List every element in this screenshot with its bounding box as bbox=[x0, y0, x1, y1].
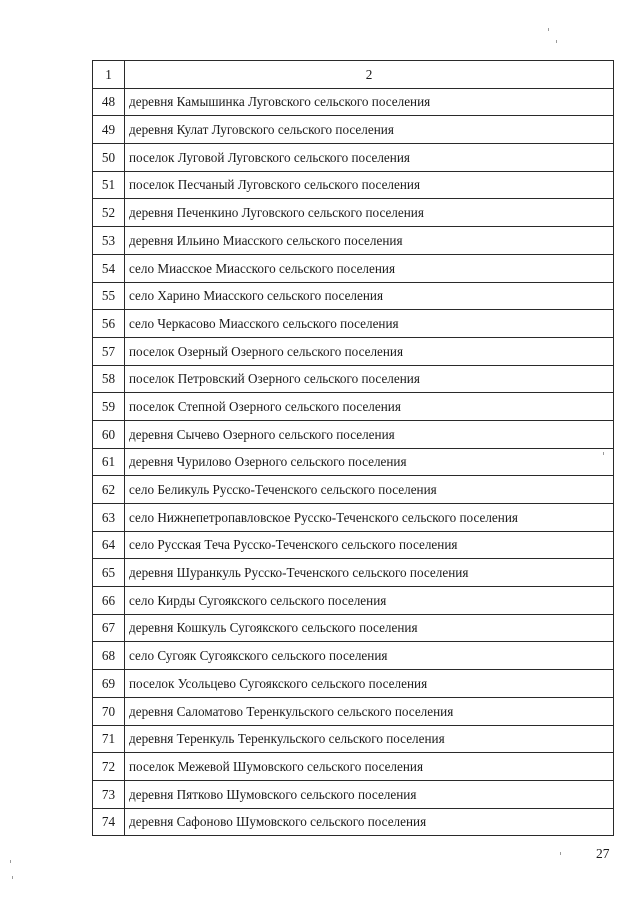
scan-speck bbox=[560, 852, 561, 855]
row-number-cell: 68 bbox=[93, 642, 125, 670]
row-number-cell: 74 bbox=[93, 808, 125, 836]
table-row bbox=[93, 254, 614, 282]
row-number-cell: 53 bbox=[93, 227, 125, 255]
header-number-cell: 1 bbox=[93, 61, 125, 89]
scan-speck bbox=[10, 860, 11, 863]
settlements-table-body bbox=[93, 61, 614, 836]
settlement-name-cell: село Русская Теча Русско-Теченского сельского поселения bbox=[125, 531, 614, 559]
settlement-name-cell: деревня Шуранкуль Русско-Теченского сельского поселения bbox=[125, 559, 614, 587]
page-number: 27 bbox=[596, 846, 610, 861]
table-row bbox=[93, 504, 614, 532]
row-number-cell: 49 bbox=[93, 116, 125, 144]
settlement-name-cell: село Харино Миасского сельского поселения bbox=[125, 282, 614, 310]
row-number-cell: 64 bbox=[93, 531, 125, 559]
table-row bbox=[93, 420, 614, 448]
table-row bbox=[93, 476, 614, 504]
table-row bbox=[93, 780, 614, 808]
row-number-cell: 48 bbox=[93, 88, 125, 116]
table-row bbox=[93, 282, 614, 310]
row-number-cell: 70 bbox=[93, 697, 125, 725]
settlement-name-cell: поселок Озерный Озерного сельского поселения bbox=[125, 337, 614, 365]
row-number-cell: 71 bbox=[93, 725, 125, 753]
table-row bbox=[93, 393, 614, 421]
row-number-cell: 54 bbox=[93, 254, 125, 282]
settlement-name-cell: поселок Луговой Луговского сельского поселения bbox=[125, 144, 614, 172]
table-row bbox=[93, 227, 614, 255]
settlement-name-cell: село Миасское Миасского сельского поселения bbox=[125, 254, 614, 282]
table-row bbox=[93, 171, 614, 199]
row-number-cell: 62 bbox=[93, 476, 125, 504]
row-number-cell: 57 bbox=[93, 337, 125, 365]
table-row bbox=[93, 670, 614, 698]
table-row bbox=[93, 199, 614, 227]
table-row bbox=[93, 725, 614, 753]
table-row bbox=[93, 642, 614, 670]
row-number-cell: 50 bbox=[93, 144, 125, 172]
settlement-name-cell: село Нижнепетропавловское Русско-Теченского сельского поселения bbox=[125, 504, 614, 532]
settlement-name-cell: поселок Степной Озерного сельского поселения bbox=[125, 393, 614, 421]
settlement-name-cell: поселок Песчаный Луговского сельского поселения bbox=[125, 171, 614, 199]
settlement-name-cell: село Черкасово Миасского сельского поселения bbox=[125, 310, 614, 338]
table-row bbox=[93, 697, 614, 725]
table-row bbox=[93, 614, 614, 642]
scan-speck bbox=[556, 40, 557, 43]
table-row bbox=[93, 808, 614, 836]
table-row bbox=[93, 310, 614, 338]
settlement-name-cell: деревня Саломатово Теренкульского сельского поселения bbox=[125, 697, 614, 725]
row-number-cell: 60 bbox=[93, 420, 125, 448]
row-number-cell: 66 bbox=[93, 587, 125, 615]
settlement-name-cell: село Кирды Сугоякского сельского поселения bbox=[125, 587, 614, 615]
table-row bbox=[93, 365, 614, 393]
settlement-name-cell: деревня Ильино Миасского сельского поселения bbox=[125, 227, 614, 255]
header-name-cell: 2 bbox=[125, 61, 614, 89]
table-header-row bbox=[93, 61, 614, 89]
table-row bbox=[93, 559, 614, 587]
row-number-cell: 58 bbox=[93, 365, 125, 393]
settlement-name-cell: деревня Пятково Шумовского сельского поселения bbox=[125, 780, 614, 808]
table-row bbox=[93, 88, 614, 116]
settlements-table bbox=[92, 60, 614, 836]
settlement-name-cell: деревня Сычево Озерного сельского поселения bbox=[125, 420, 614, 448]
table-row bbox=[93, 448, 614, 476]
row-number-cell: 52 bbox=[93, 199, 125, 227]
row-number-cell: 69 bbox=[93, 670, 125, 698]
table-row bbox=[93, 531, 614, 559]
table-row bbox=[93, 144, 614, 172]
settlement-name-cell: село Сугояк Сугоякского сельского поселения bbox=[125, 642, 614, 670]
settlement-name-cell: деревня Сафоново Шумовского сельского поселения bbox=[125, 808, 614, 836]
row-number-cell: 61 bbox=[93, 448, 125, 476]
row-number-cell: 56 bbox=[93, 310, 125, 338]
settlement-name-cell: деревня Кошкуль Сугоякского сельского поселения bbox=[125, 614, 614, 642]
table-row bbox=[93, 753, 614, 781]
settlement-name-cell: поселок Усольцево Сугоякского сельского поселения bbox=[125, 670, 614, 698]
row-number-cell: 63 bbox=[93, 504, 125, 532]
table-row bbox=[93, 587, 614, 615]
settlement-name-cell: поселок Петровский Озерного сельского поселения bbox=[125, 365, 614, 393]
settlement-name-cell: поселок Межевой Шумовского сельского поселения bbox=[125, 753, 614, 781]
scan-speck bbox=[12, 876, 13, 879]
row-number-cell: 73 bbox=[93, 780, 125, 808]
row-number-cell: 65 bbox=[93, 559, 125, 587]
row-number-cell: 59 bbox=[93, 393, 125, 421]
table-row bbox=[93, 116, 614, 144]
settlement-name-cell: деревня Теренкуль Теренкульского сельского поселения bbox=[125, 725, 614, 753]
settlement-name-cell: деревня Кулат Луговского сельского поселения bbox=[125, 116, 614, 144]
row-number-cell: 67 bbox=[93, 614, 125, 642]
row-number-cell: 51 bbox=[93, 171, 125, 199]
scan-speck bbox=[548, 28, 549, 31]
settlement-name-cell: деревня Чурилово Озерного сельского поселения bbox=[125, 448, 614, 476]
settlement-name-cell: деревня Камышинка Луговского сельского поселения bbox=[125, 88, 614, 116]
row-number-cell: 72 bbox=[93, 753, 125, 781]
settlement-name-cell: село Беликуль Русско-Теченского сельского поселения bbox=[125, 476, 614, 504]
settlement-name-cell: деревня Печенкино Луговского сельского поселения bbox=[125, 199, 614, 227]
row-number-cell: 55 bbox=[93, 282, 125, 310]
table-row bbox=[93, 337, 614, 365]
